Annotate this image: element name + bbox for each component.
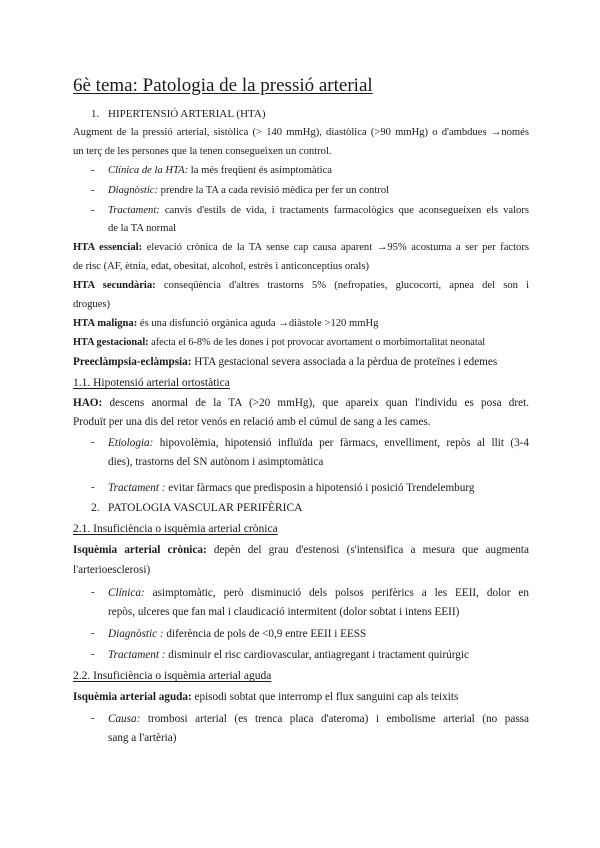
list-item xyxy=(108,204,529,218)
section-heading-hta xyxy=(91,107,266,121)
bullet-dash: - xyxy=(91,713,95,724)
item-label: Tractament : xyxy=(108,482,166,494)
bullet-dash: - xyxy=(91,482,95,493)
item-text: disminuir el risc cardiovascular, antiagregant i tractament quirúrgic xyxy=(165,649,469,661)
section-number: 2. xyxy=(91,502,100,514)
term-label: HTA maligna: xyxy=(73,318,138,329)
subsection-heading: 2.2. Insuficiència o isquèmia arterial aguda xyxy=(73,670,272,682)
list-item xyxy=(108,164,332,178)
list-item xyxy=(108,184,389,198)
item-label: Clínica de la HTA: xyxy=(108,165,189,176)
paragraph-line: de risc (AF, ètnia, edat, obesitat, alcohol, estrès i anticonceptius orals) xyxy=(73,261,369,272)
section-title: HIPERTENSIÓ ARTERIAL (HTA) xyxy=(108,108,266,120)
item-text: hipovolèmia, hipotensió influïda per fàrmacs, envelliment, repòs al llit (3-4 xyxy=(153,437,529,449)
term-text: afecta el 6-8% de les dones i pot provocar avortament o morbimortalitat neonatal xyxy=(148,337,486,348)
term-label: HTA secundària: xyxy=(73,280,156,291)
bullet-dash: - xyxy=(91,587,95,598)
list-item xyxy=(108,648,469,662)
paragraph-line: l'arterioesclerosi) xyxy=(73,564,151,576)
page-title: 6è tema: Patologia de la pressió arterial xyxy=(73,75,373,96)
list-item-continuation: dies), trastorns del SN autònom i asimptomàtica xyxy=(108,456,324,468)
item-text: evitar fàrmacs que predisposin a hipotensió i posició Trendelemburg xyxy=(165,482,475,494)
paragraph-line xyxy=(73,690,458,704)
term-label: HTA essencial: xyxy=(73,242,143,253)
term-label: HTA gestacional: xyxy=(73,337,149,348)
paragraph-line xyxy=(73,396,529,410)
section-number: 1. xyxy=(91,108,100,120)
list-item xyxy=(108,627,366,641)
item-text: asimptomàtic, però disminució dels polsos perifèrics a les EEII, dolor en xyxy=(144,587,529,599)
item-label: Diagnòstic : xyxy=(108,628,164,640)
item-label: Clínica: xyxy=(108,587,145,599)
term-text: conseqüència d'altres trastorns 5% (nefropaties, glucocorti, apnea del son i xyxy=(155,280,530,291)
paragraph-line: un terç de les persones que la tenen consegueixen un control. xyxy=(73,146,332,157)
item-text: la més freqüent és asimptomàtica xyxy=(188,165,332,176)
bullet-dash: - xyxy=(91,165,95,176)
term-label: Preeclàmpsia-eclàmpsia: xyxy=(73,356,192,368)
item-text: diferència de pols de <0,9 entre EEII i EESS xyxy=(163,628,367,640)
term-text: episodi sobtat que interromp el flux sanguini cap als teixits xyxy=(191,691,459,703)
list-item xyxy=(108,712,529,726)
item-label: Tractament: xyxy=(108,205,160,216)
paragraph-line xyxy=(73,317,378,331)
item-label: Etiologia: xyxy=(108,437,154,449)
bullet-dash: - xyxy=(91,185,95,196)
list-item-continuation: repòs, ulceres que fan mal i claudicació intermitent (dolor sobtat i intens EEII) xyxy=(108,606,460,618)
bullet-dash: - xyxy=(91,437,95,448)
term-text: elevació crònica de la TA sense cap causa aparent →95% acostuma a ser per factors xyxy=(142,242,529,253)
bullet-dash: - xyxy=(91,649,95,660)
paragraph-line: Produït per una dis del retor venós en relació amb el cúmul de sang a les cames. xyxy=(73,416,431,428)
paragraph-line xyxy=(73,355,497,369)
item-text: prendre la TA a cada revisió mèdica per fer un control xyxy=(158,185,390,196)
term-label: HAO: xyxy=(73,397,103,409)
item-text: trombosi arterial (es trenca placa d'ateroma) i embolisme arterial (no passa xyxy=(140,713,529,725)
paragraph-line xyxy=(73,279,529,293)
section-title: PATOLOGIA VASCULAR PERIFÈRICA xyxy=(108,502,303,514)
term-text: HTA gestacional severa associada a la pèrdua de proteïnes i edemes xyxy=(191,356,498,368)
section-heading-pvp xyxy=(91,501,302,515)
item-label: Causa: xyxy=(108,713,141,725)
bullet-dash: - xyxy=(91,628,95,639)
paragraph-line xyxy=(73,336,485,350)
bullet-dash: - xyxy=(91,205,95,216)
term-text: descens anormal de la TA (>20 mmHg), que apareix quan l'individu es posa dret. xyxy=(102,397,529,409)
paragraph-line xyxy=(73,543,529,557)
item-text: canvis d'estils de vida, i tractaments farmacològics que aconsegueixen els valors xyxy=(159,205,529,216)
list-item xyxy=(108,436,529,450)
list-item xyxy=(108,586,529,600)
list-item-continuation: sang a l'artèria) xyxy=(108,732,177,744)
subsection-heading: 1.1. Hipotensió arterial ortostàtica xyxy=(73,377,230,389)
list-item xyxy=(108,481,474,495)
item-label: Tractament : xyxy=(108,649,166,661)
term-label: Isquèmia arterial aguda: xyxy=(73,691,192,703)
list-item-continuation: de la TA normal xyxy=(108,223,177,234)
paragraph-line: drogues) xyxy=(73,299,111,310)
subsection-heading: 2.1. Insuficiència o isquèmia arterial crònica xyxy=(73,523,278,535)
term-text: depèn del grau d'estenosi (s'intensifica a mesura que augmenta xyxy=(206,544,529,556)
term-text: és una disfunció orgànica aguda →diàstole >120 mmHg xyxy=(137,318,379,329)
term-label: Isquèmia arterial crònica: xyxy=(73,544,207,556)
item-label: Diagnòstic: xyxy=(108,185,159,196)
paragraph-line: Augment de la pressió arterial, sistòlica (> 140 mmHg), diastòlica (>90 mmHg) o d'ambdues →només xyxy=(73,127,529,138)
paragraph-line xyxy=(73,241,529,255)
